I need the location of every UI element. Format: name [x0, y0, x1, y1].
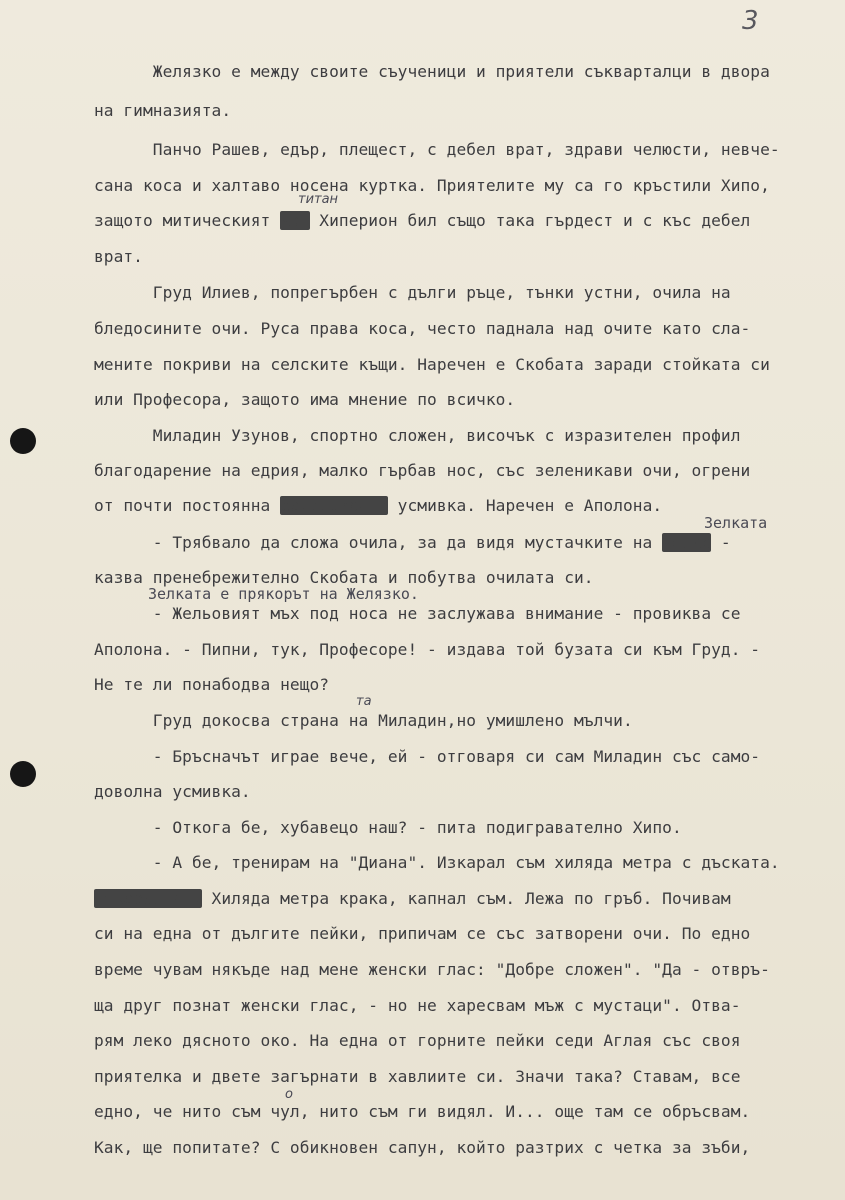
text-line: си на една от дългите пейки, припичам се със затворени очи. По едно: [94, 924, 751, 943]
text-line: приятелка и двете загърнати в хавлиите си. Значи така? Ставам, все: [94, 1067, 741, 1086]
punch-hole: [10, 428, 36, 454]
text-segment: защото митическият: [94, 211, 281, 230]
text-line: ща друг познат женски глас, - но не харесвам мъж с мустаци". Отва-: [94, 996, 741, 1015]
text-line: [94, 496, 662, 515]
text-line: Груд Илиев, попрегърбен с дълги ръце, тънки устни, очила на: [94, 283, 731, 302]
struck-word: самодоволна: [280, 496, 388, 515]
text-line: мените покриви на селските къщи. Наречен е Скобата заради стойката си: [94, 355, 770, 374]
text-segment: Хиляда метра крака, капнал съм. Лежа по гръб. Почивам: [201, 889, 731, 908]
text-line: сана коса и халтаво носена куртка. Приятелите му са го кръстили Хипо,: [94, 176, 770, 195]
typed-insert: Зелката е прякорът на Желязко.: [148, 585, 419, 603]
text-line: [94, 889, 731, 908]
text-line: - Жельовият мъх под носа не заслужава внимание - провиква се: [94, 604, 741, 623]
text-line: Миладин Узунов, спортно сложен, височък с изразителен профил: [94, 426, 741, 445]
text-segment: усмивка. Наречен е Аполона.: [387, 496, 663, 515]
text-segment: Хиперион бил също така гърдест и с къс дебел: [309, 211, 751, 230]
text-line: Как, ще попитате? С обикновен сапун, който разтрих с четка за зъби,: [94, 1138, 751, 1157]
text-line: Желязко е между своите съученици и приятели съкварталци в двора: [94, 62, 770, 81]
text-line: - Откога бе, хубавецо наш? - пита подигравателно Хипо.: [94, 818, 682, 837]
struck-word: Накарал съм: [94, 889, 202, 908]
handwritten-insert: та: [356, 694, 372, 709]
text-line: [94, 533, 731, 552]
struck-word: Желко: [662, 533, 712, 552]
text-line: - Бръсначът играе вече, ей - отговаря си сам Миладин със само-: [94, 747, 761, 766]
text-line: или Професора, защото има мнение по всичко.: [94, 390, 516, 409]
text-line: Аполона. - Пипни, тук, Професоре! - издава той бузата си към Груд. -: [94, 640, 761, 659]
text-line: казва пренебрежително Скобата и побутва очилата си.: [94, 568, 594, 587]
text-line: бледосините очи. Руса права коса, често паднала над очите като сла-: [94, 319, 751, 338]
text-line: едно, че нито съм чул, нито съм ги видял. И... още там се обръсвам.: [94, 1102, 751, 1121]
text-line: - А бе, тренирам на "Диана". Изкарал съм хиляда метра с дъската.: [94, 853, 780, 872]
text-line: доволна усмивка.: [94, 782, 251, 801]
text-segment: -: [711, 533, 731, 552]
text-segment: от почти постоянна: [94, 496, 281, 515]
text-line: [94, 211, 750, 230]
text-line: рям леко дясното око. На една от горните пейки седи Аглая със своя: [94, 1031, 741, 1050]
punch-hole: [10, 761, 36, 787]
text-line: Не те ли понабодва нещо?: [94, 675, 330, 694]
text-line: Панчо Рашев, едър, плещест, с дебел врат, здрави челюсти, невче-: [94, 140, 780, 159]
text-segment: - Трябвало да сложа очила, за да видя мустачките на: [94, 533, 663, 552]
handwritten-insert: титан: [298, 192, 339, 207]
text-line: благодарение на едрия, малко гърбав нос, със зеленикави очи, огрени: [94, 461, 751, 480]
handwritten-insert: о: [285, 1087, 293, 1102]
page-number: 3: [742, 6, 759, 36]
text-line: време чувам някъде над мене женски глас: "Добре сложен". "Да - отвръ-: [94, 960, 770, 979]
text-line: Груд докосва страна на Миладин,но умишлено мълчи.: [94, 711, 633, 730]
text-line: врат.: [94, 247, 143, 266]
typed-insert: Зелката: [704, 514, 768, 532]
struck-word: кон: [280, 211, 310, 230]
text-line: на гимназията.: [94, 101, 232, 120]
